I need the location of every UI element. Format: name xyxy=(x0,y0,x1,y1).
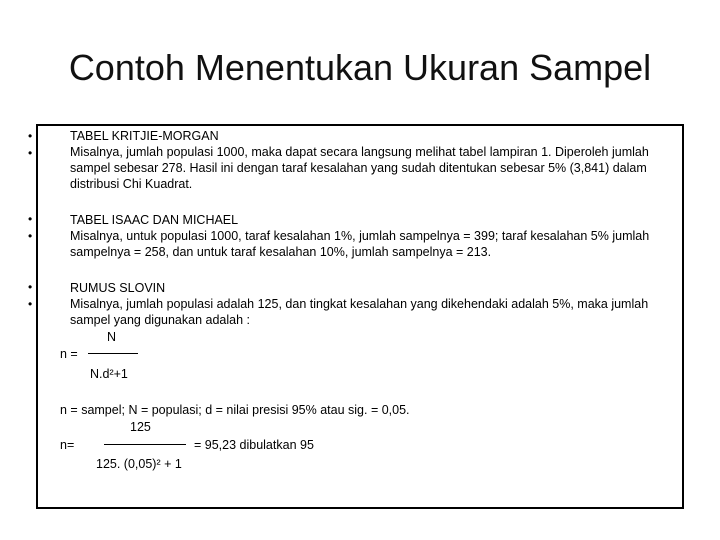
bullet: • xyxy=(28,229,33,243)
bullet: • xyxy=(28,146,33,160)
formula2-numerator: 125 xyxy=(130,420,151,434)
variable-definition: n = sampel; N = populasi; d = nilai presisi 95% atau sig. = 0,05. xyxy=(60,403,410,417)
section-body: Misalnya, untuk populasi 1000, taraf kesalahan 1%, jumlah sampelnya = 399; taraf kesalahan 5% jumlah sampelnya = 258, dan untuk taraf kesalahan 10%, jumlah sampelnya = 213. xyxy=(70,229,650,259)
slide-title: Contoh Menentukan Ukuran Sampel xyxy=(68,47,652,88)
formula2-lhs: n= xyxy=(60,438,75,452)
bullet: • xyxy=(28,212,33,226)
section-kritjie-morgan xyxy=(70,128,670,192)
formula2-denominator: 125. (0,05)² + 1 xyxy=(96,457,182,471)
section-heading: RUMUS SLOVIN xyxy=(70,281,166,295)
section-body: Misalnya, jumlah populasi 1000, maka dapat secara langsung melihat tabel lampiran 1. Diperoleh jumlah sampel sebesar 278. Hasil ini dengan taraf kesalahan yang sudah ditentukan sebesar 5% (3,841) dalam distribusi Chi Kuadrat. xyxy=(70,145,649,191)
section-heading: TABEL KRITJIE-MORGAN xyxy=(70,129,219,143)
section-isaac-michael xyxy=(70,212,670,260)
formula1-denominator: N.d²+1 xyxy=(90,367,128,381)
bullet: • xyxy=(28,280,33,294)
bullet: • xyxy=(28,129,33,143)
section-body: Misalnya, jumlah populasi adalah 125, dan tingkat kesalahan yang dikehendaki adalah 5%, maka jumlah sampel yang digunakan adalah : xyxy=(70,297,649,327)
section-rumus-slovin xyxy=(70,280,670,328)
formula1-numerator: N xyxy=(107,330,117,344)
formula1-fraction-line xyxy=(88,353,138,354)
bullet: • xyxy=(28,297,33,311)
formula2-fraction-line xyxy=(104,444,186,445)
formula2-result: = 95,23 dibulatkan 95 xyxy=(194,438,314,452)
section-heading: TABEL ISAAC DAN MICHAEL xyxy=(70,213,239,227)
formula1-lhs: n = xyxy=(60,347,78,361)
